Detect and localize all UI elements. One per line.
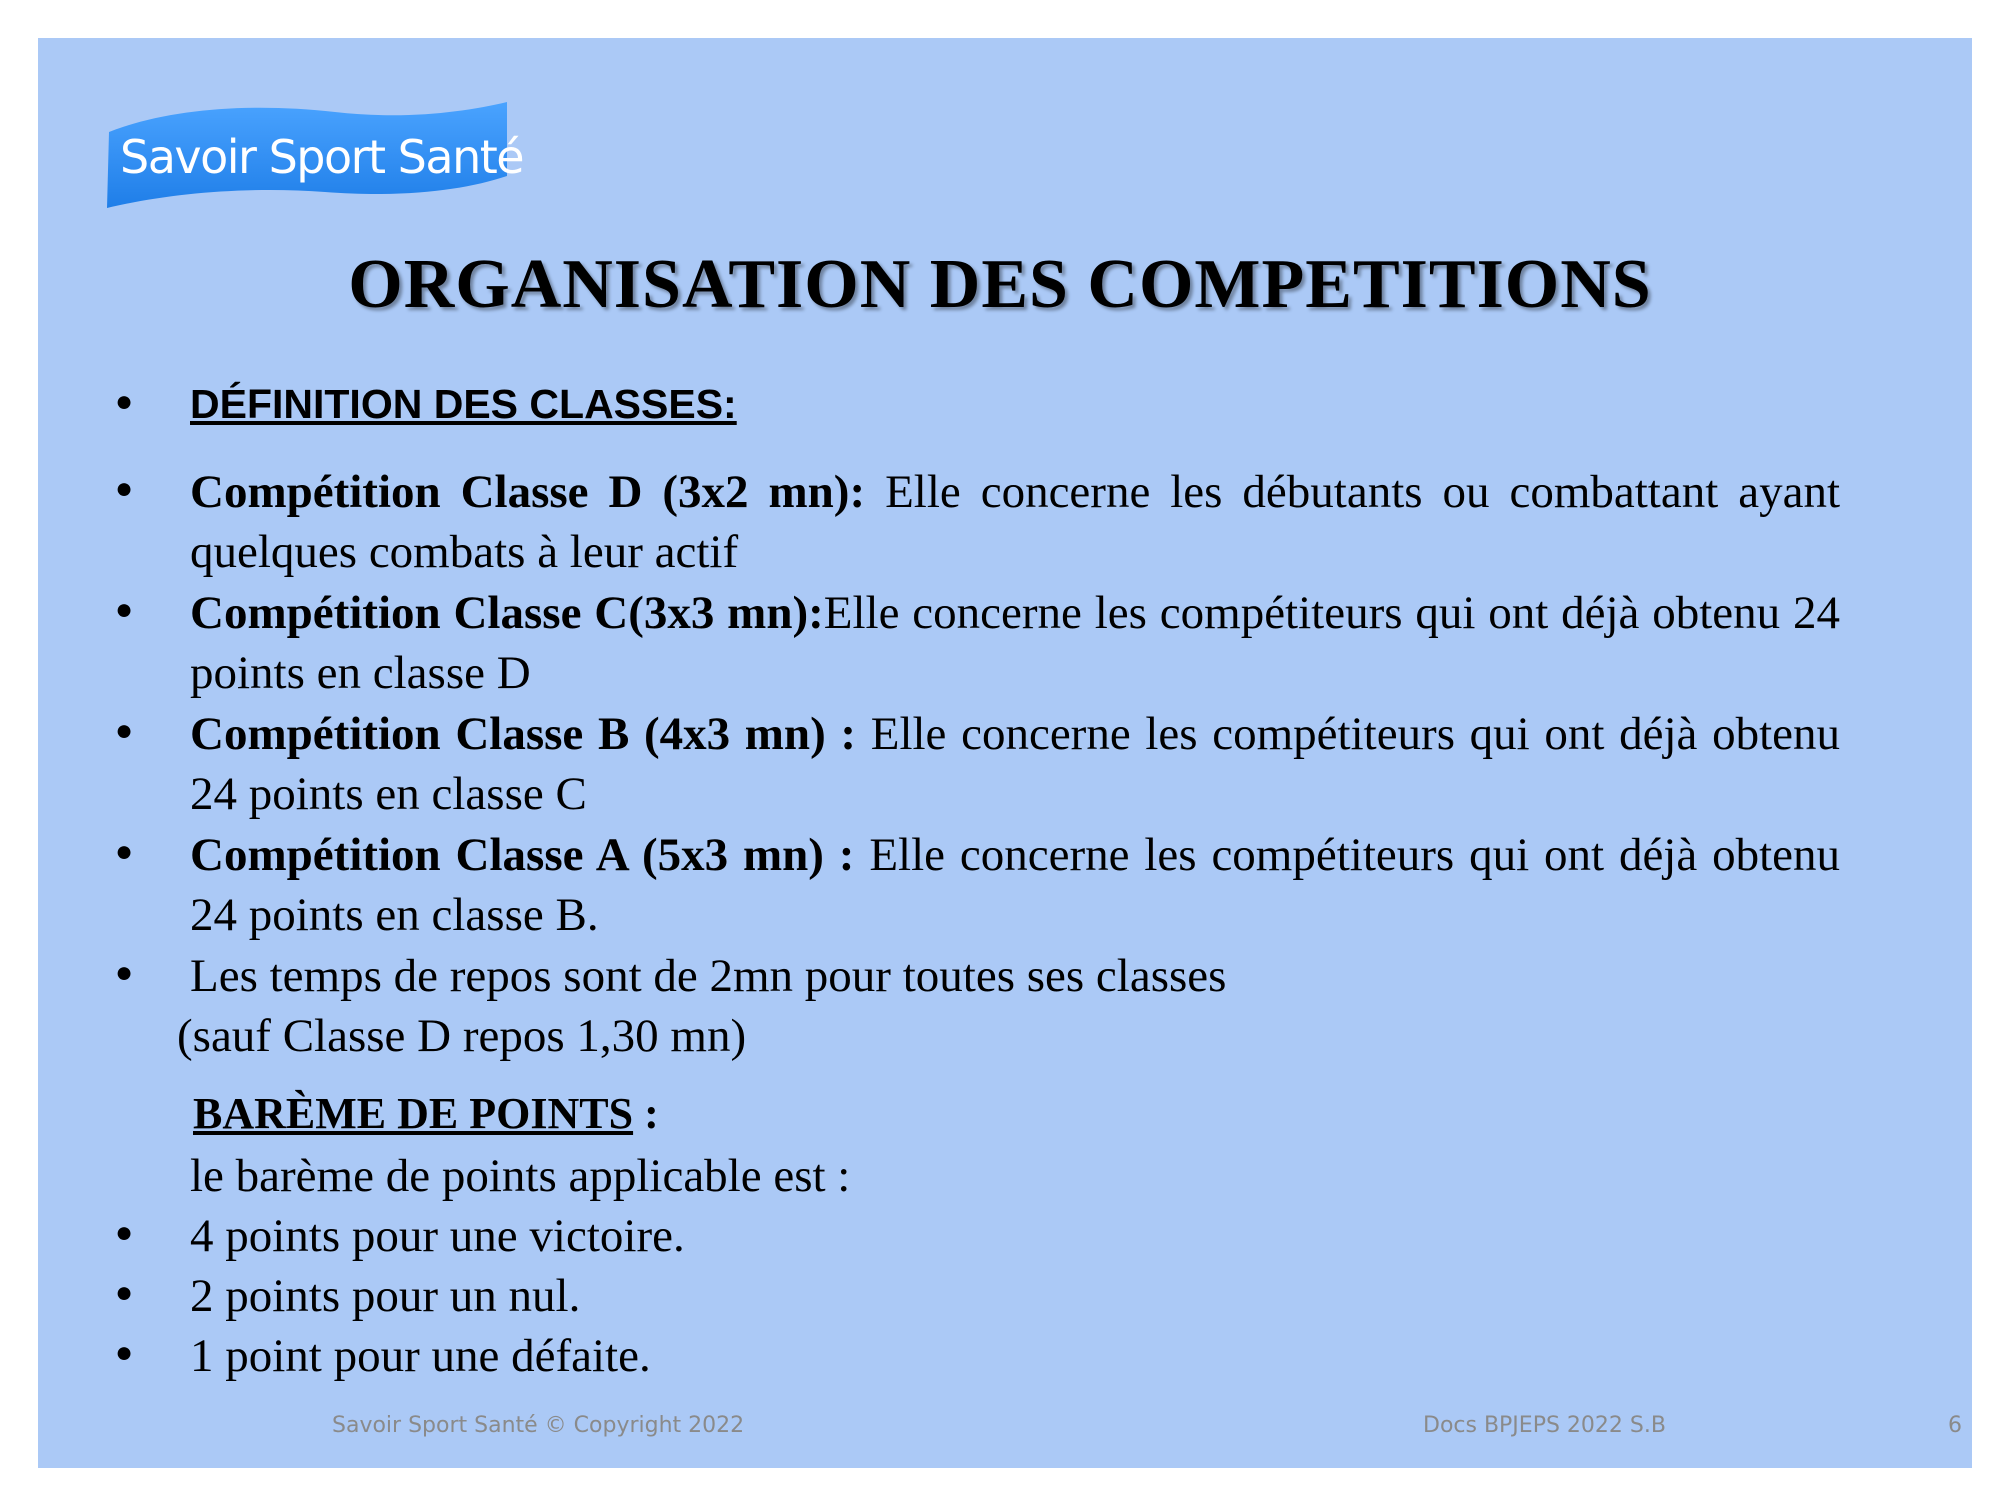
- footer-copyright: Savoir Sport Santé © Copyright 2022: [332, 1413, 745, 1438]
- bareme-item: 2 points pour un nul.: [190, 1270, 581, 1322]
- logo-text: Savoir Sport Santé: [120, 130, 524, 184]
- rest-line-1: Les temps de repos sont de 2mn pour toutes ses classes: [190, 950, 1227, 1002]
- bullet-icon: ●: [114, 1276, 134, 1309]
- class-a-item: [190, 825, 1840, 945]
- class-d-item: [190, 462, 1840, 582]
- class-b-item: [190, 704, 1840, 824]
- class-d-text: Elle concerne les débutants ou combattant ayant quelques combats à leur actif: [190, 466, 1841, 578]
- class-d-label: Compétition Classe D (3x2 mn):: [190, 466, 866, 518]
- footer-docs: Docs BPJEPS 2022 S.B: [1423, 1413, 1666, 1438]
- bullet-icon: ●: [114, 385, 134, 418]
- page-number: 6: [1948, 1413, 1962, 1438]
- class-a-text: Elle concerne les compétiteurs qui ont déjà obtenu 24 points en classe B.: [190, 829, 1841, 941]
- bareme-item: 1 point pour une défaite.: [190, 1330, 651, 1382]
- bullet-icon: ●: [114, 1336, 134, 1369]
- definition-heading: DÉFINITION DES CLASSES:: [190, 381, 737, 427]
- bareme-heading-colon: :: [633, 1089, 659, 1138]
- bullet-icon: ●: [114, 593, 134, 626]
- class-b-text: Elle concerne les compétiteurs qui ont déjà obtenu 24 points en classe C: [190, 708, 1841, 820]
- bullet-icon: ●: [114, 1216, 134, 1249]
- bullet-icon: ●: [114, 835, 134, 868]
- bareme-intro: le barème de points applicable est :: [190, 1150, 851, 1202]
- bareme-item: 4 points pour une victoire.: [190, 1210, 685, 1262]
- class-c-label: Compétition Classe C(3x3 mn):: [190, 587, 824, 639]
- class-b-label: Compétition Classe B (4x3 mn) :: [190, 708, 857, 760]
- bareme-heading: [193, 1088, 659, 1139]
- logo: [105, 102, 524, 208]
- bareme-heading-text: BARÈME DE POINTS: [193, 1089, 634, 1138]
- rest-line-2: (sauf Classe D repos 1,30 mn): [177, 1010, 747, 1062]
- class-c-text: Elle concerne les compétiteurs qui ont déjà obtenu 24 points en classe D: [190, 587, 1841, 699]
- page-title: ORGANISATION DES COMPETITIONS: [348, 246, 1652, 323]
- bullet-icon: ●: [114, 956, 134, 989]
- bullet-icon: ●: [114, 714, 134, 747]
- class-a-label: Compétition Classe A (5x3 mn) :: [190, 829, 855, 881]
- class-c-item: [190, 583, 1840, 703]
- bullet-icon: ●: [114, 472, 134, 505]
